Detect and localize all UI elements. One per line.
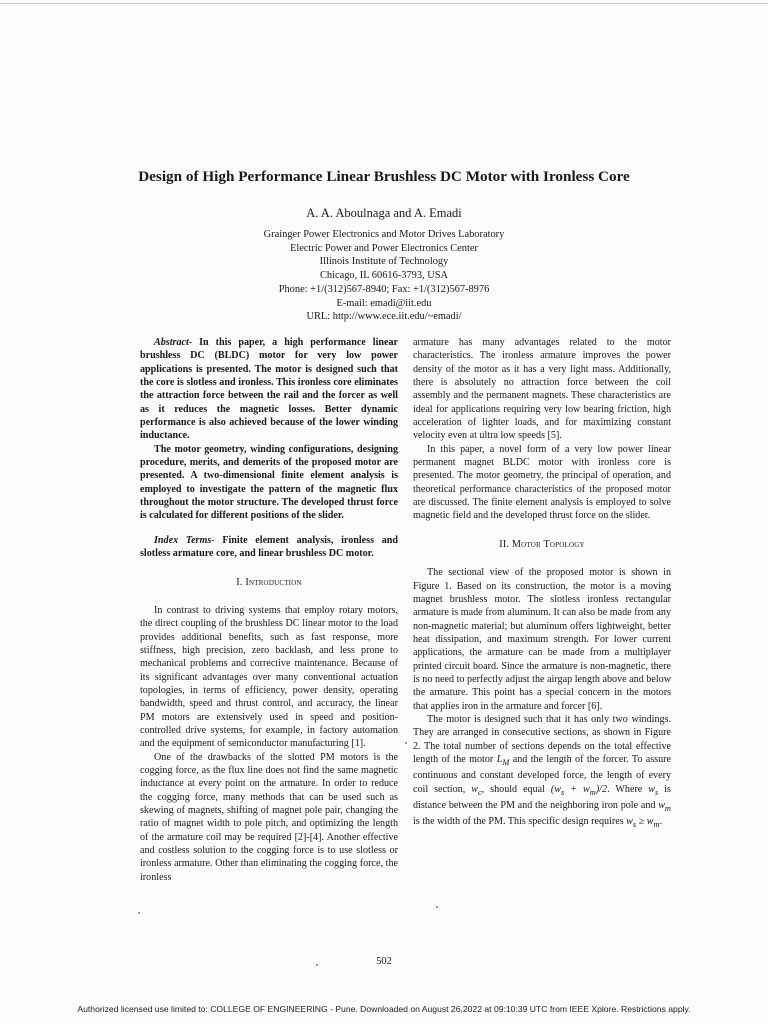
subscript-c: c	[477, 787, 482, 797]
scan-speck	[405, 742, 407, 744]
topology-text-a: The motor is designed such that it has only two windings. They are arranged in consecutive sections, as shown in Figure 2. The total number of sections depends on the total effective length of the motor	[413, 713, 671, 765]
symbol-w: w	[471, 783, 478, 795]
symbol-w-s	[648, 784, 658, 795]
abstract-paragraph-2: The motor geometry, winding configurations, designing procedure, merits, and demerits of the proposed motor are presented. A two-dimensional finite element analysis is employed to investigate the pattern of the magnetic flux throughout the motor structure. The developed thrust force is calculated for different positions of the slider.	[140, 443, 398, 522]
index-terms-text: Finite element analysis, ironless and slotless armature core, and linear brushless DC motor.	[140, 534, 398, 560]
topology-paragraph-1: The sectional view of the proposed motor is shown in Figure 1. Based on its construction, the motor is a moving magnet brushless motor. The slotless ironless rectangular armature is made from aluminum. It can also be made from any non-magnetic material; but aluminum offers lightweight, better heat dissipation, and maximum strength. For lower current applications, the armature can be made from a multiplayer printed circuit board. Since the armature is non-magnetic, there is no need to perfectly adjust the airgap length above and below the armature. This point has a special concern in the motors that applies iron in the armature and forcer [6].	[413, 567, 671, 712]
inequality-operator: ≥	[636, 816, 647, 828]
abstract-lead: Abstract-	[154, 337, 193, 348]
affiliation-line-2: Electric Power and Power Electronics Center	[290, 242, 478, 254]
scan-speck	[138, 912, 140, 914]
right-paragraph-2: In this paper, a novel form of a very low power linear permanent magnet BLDC motor with ironless core is presented. The motor geometry, the principal of operation, and theoretical performance characteristics of the proposed motor are discussed. The finite element analysis is employed to solve magnetic field and the developed thrust force on the slider.	[413, 443, 671, 522]
topology-text-d: . Where	[607, 783, 649, 795]
right-column	[413, 336, 671, 832]
formula-part-3: )/2	[595, 783, 608, 795]
inequality-lhs: w	[626, 816, 633, 828]
page-number: 502	[376, 956, 392, 967]
inequality-lhs-sub: s	[632, 820, 637, 830]
topology-paragraph-2	[413, 713, 671, 832]
symbol-wm-w: w	[658, 800, 665, 812]
subscript-m: m	[664, 804, 671, 814]
design-inequality	[626, 816, 660, 830]
affiliation-phone: Phone: +1/(312)567-8940; Fax: +1/(312)567-8976	[278, 283, 490, 295]
topology-text-c: , should equal	[481, 783, 551, 795]
topology-text-f: is the width of the PM. This specific design requires	[413, 816, 627, 828]
symbol-L: L	[496, 753, 503, 765]
intro-paragraph-2: One of the drawbacks of the slotted PM motors is the cogging force, as the flux line does not find the same magnetic inductance at every point on the armature. In order to reduce the cogging force, many methods that can be used such as skewing of magnets, shifting of magnet pole pair, changing the ratio of magnet width to pole pitch, and optimizing the length of the armature coil may be required [2]-[4]. Another effective and costless solution to the cogging force is to use slotless or ironless armature. Other than eliminating the cogging force, the ironless	[140, 751, 398, 883]
inequality-rhs: w	[646, 816, 654, 828]
index-terms-lead: Index Terms-	[154, 534, 215, 546]
symbol-w-c	[471, 784, 481, 795]
affiliation-line-4: Chicago, IL 60616-3793, USA	[319, 270, 449, 282]
right-paragraph-1: armature has many advantages related to the motor characteristics. The ironless armature improves the power density of the motor as it has a very light mass. Additionally, there is absolutely no attraction force between the coil assembly and the permanent magnets. These characteristics are ideal for applications requiring very low bearing friction, high acceleration of lighter loads, and for maximizing constant velocity even at ultra low speeds [5].	[413, 337, 671, 442]
symbol-L-M	[497, 754, 510, 765]
affiliation-url[interactable]: URL: http://www.ece.iit.edu/~emadi/	[306, 311, 462, 323]
index-terms	[140, 534, 398, 561]
topology-text-g: .	[659, 816, 663, 828]
abstract-paragraph	[140, 336, 398, 443]
formula-sub-s: s	[561, 787, 565, 797]
formula-sub-m: m	[589, 787, 596, 797]
subscript-M: M	[502, 757, 510, 767]
section-heading-motor-topology: II. Motor Topology	[499, 538, 585, 550]
affiliation-line-3: Illinois Institute of Technology	[319, 256, 449, 268]
formula-part-1: (w	[550, 783, 561, 795]
symbol-ws-w: w	[648, 783, 655, 795]
topology-text-e: is distance between the PM and the neighboring iron pole and	[413, 783, 671, 812]
intro-paragraph-1: In contrast to driving systems that employ rotary motors, the direct coupling of the brushless DC linear motor to the load provides additional benefits, such as fast response, more stiffness, high precision, zero backlash, and less prone to mechanical problems and corrective maintenance. Because of its significant advantages over many conventional actuation topologies, in terms of efficiency, power density, operating bandwidth, speed and thrust control, and accuracy, the linear PM motors are extensively used in speed and position-controlled drive systems, for example, in factory automation and the equipment of semiconductor manufacturing [1].	[140, 604, 398, 750]
affiliation-email[interactable]: E-mail: emadi@iit.edu	[336, 297, 432, 309]
license-footer: Authorized licensed use limited to: COLLEGE OF ENGINEERING - Pune. Downloaded on August 26,2022 at 09:10:39 UTC from IEEE Xplore. Restrictions apply.	[77, 1004, 691, 1014]
topology-text-b: and the length of the forcer. To assure continuous and constant developed force, the length of every coil section,	[413, 753, 671, 795]
left-column	[140, 336, 398, 884]
paper-title: Design of High Performance Linear Brushless DC Motor with Ironless Core	[138, 168, 630, 185]
affiliation-block	[0, 228, 768, 324]
inequality-rhs-sub: m	[653, 820, 660, 830]
formula-part-2: + w	[564, 783, 590, 795]
symbol-w-m	[658, 800, 671, 814]
scan-speck	[436, 906, 438, 908]
scan-edge-line	[0, 3, 768, 4]
section-heading-introduction: I. Introduction	[236, 576, 302, 588]
affiliation-line-1: Grainger Power Electronics and Motor Drives Laboratory	[263, 229, 505, 240]
subscript-s: s	[655, 787, 659, 797]
formula-coil-length	[551, 784, 607, 795]
abstract-text: In this paper, a high performance linear brushless DC (BLDC) motor for very low power applications is presented. The motor is designed such that the core is slotless and ironless. This ironless core eliminates the attraction force between the rail and the forcer as well as it reduces the magnetic losses. Better dynamic performance is also achieved because of the lower winding inductance.	[140, 337, 398, 442]
paper-authors: A. A. Aboulnaga and A. Emadi	[306, 206, 462, 220]
